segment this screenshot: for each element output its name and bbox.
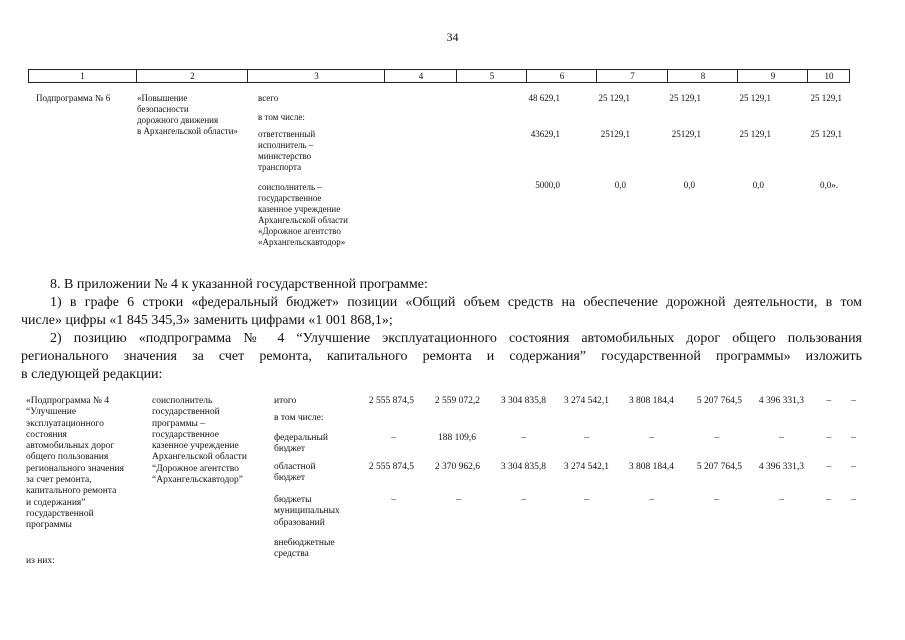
t2-r2-v0: – bbox=[391, 433, 396, 443]
t1-r3-c9: 0,0 bbox=[752, 180, 764, 190]
t2-r3-v3: 3 274 542,1 bbox=[563, 462, 609, 472]
t2-r4-v8: – bbox=[851, 495, 856, 505]
t1-r3-c6: 5000,0 bbox=[535, 180, 560, 190]
item-1-line-1: 1) в графе 6 строки «федеральный бюджет» позиции «Общий объем средств на обеспечение дорожной деятельности, в том bbox=[50, 295, 862, 310]
t2-r2-v4: – bbox=[649, 433, 654, 443]
t2-r2-v1: 188 109,6 bbox=[438, 433, 476, 443]
col-num-1: 1 bbox=[80, 71, 85, 81]
t2-r2-v6: – bbox=[779, 433, 784, 443]
col-num-2: 2 bbox=[136, 70, 248, 82]
t2-r2-v8: – bbox=[851, 433, 856, 443]
col-num-5: 5 bbox=[456, 70, 527, 82]
table1-label-responsible: ответственный исполнитель – министерство транспорта bbox=[258, 129, 316, 172]
t1-r0-c6: 48 629,1 bbox=[528, 93, 560, 103]
table2-label-total: итого bbox=[274, 396, 297, 406]
col-num-9: 9 bbox=[737, 70, 808, 82]
t2-r0-v1: 2 559 072,2 bbox=[434, 396, 480, 406]
t2-r2-v2: – bbox=[521, 433, 526, 443]
col-num-3: 3 bbox=[247, 70, 385, 82]
t2-r0-v0: 2 555 874,5 bbox=[368, 396, 414, 406]
t1-r0-c10: 25 129,1 bbox=[810, 93, 842, 103]
col-num-6: 6 bbox=[526, 70, 597, 82]
table2-label-extrabudgetary: внебюджетные средства bbox=[274, 538, 335, 560]
subprogram-6-title: Подпрограмма № 6 bbox=[36, 93, 111, 103]
t1-r2-c8: 25129,1 bbox=[671, 129, 701, 139]
t1-r0-c9: 25 129,1 bbox=[739, 93, 771, 103]
table2-label-regional: областной бюджет bbox=[274, 462, 316, 484]
t1-r3-c10: 0,0». bbox=[820, 180, 838, 190]
t2-r3-v1: 2 370 962,6 bbox=[434, 462, 480, 472]
t2-r0-v5: 5 207 764,5 bbox=[696, 396, 742, 406]
item-2-line-2: регионального значения за счет ремонта, капитального ремонта и содержания” государственной программы» изложить bbox=[21, 349, 862, 364]
t2-r4-v4: – bbox=[649, 495, 654, 505]
t2-r2-v5: – bbox=[714, 433, 719, 443]
subprogram-4-name: «Подпрограмма № 4 “Улучшение эксплуатационного состояния автомобильных дорог общего пользования регионального значения за счет ремонта, капитального ремонта и содержания” государственной программы bbox=[26, 396, 124, 531]
t1-r3-c8: 0,0 bbox=[683, 180, 695, 190]
table1-label-including: в том числе: bbox=[258, 112, 305, 122]
t2-r0-v8: – bbox=[851, 396, 856, 406]
t2-r3-v7: – bbox=[826, 462, 831, 472]
t2-r4-v6: – bbox=[779, 495, 784, 505]
col-num-10: 10 bbox=[807, 70, 850, 82]
item-2-line-3: в следующей редакции: bbox=[21, 367, 163, 382]
column-number-header bbox=[28, 69, 850, 83]
t2-r3-v0: 2 555 874,5 bbox=[368, 462, 414, 472]
subprogram-6-name: «Повышение безопасности дорожного движения в Архангельской области» bbox=[137, 93, 238, 136]
t2-r0-v3: 3 274 542,1 bbox=[563, 396, 609, 406]
t2-r3-v5: 5 207 764,5 bbox=[696, 462, 742, 472]
t2-r0-v2: 3 304 835,8 bbox=[500, 396, 546, 406]
table2-label-including: в том числе: bbox=[274, 413, 324, 423]
col-num-8: 8 bbox=[667, 70, 738, 82]
t1-r3-c7: 0,0 bbox=[614, 180, 626, 190]
t2-r4-v0: – bbox=[391, 495, 396, 505]
t1-r2-c9: 25 129,1 bbox=[739, 129, 771, 139]
col-num-4: 4 bbox=[384, 70, 457, 82]
t2-r3-v6: 4 396 331,3 bbox=[758, 462, 804, 472]
t2-r3-v8: – bbox=[851, 462, 856, 472]
t2-r4-v5: – bbox=[714, 495, 719, 505]
t1-r0-c7: 25 129,1 bbox=[598, 93, 630, 103]
paragraph-8: 8. В приложении № 4 к указанной государственной программе: bbox=[50, 277, 428, 292]
t2-r0-v6: 4 396 331,3 bbox=[758, 396, 804, 406]
t2-r2-v7: – bbox=[826, 433, 831, 443]
item-1-line-2: числе» цифры «1 845 345,3» заменить цифрами «1 001 868,1»; bbox=[21, 313, 393, 328]
t1-r0-c8: 25 129,1 bbox=[669, 93, 701, 103]
item-2-line-1: 2) позицию «подпрограмма № 4 “Улучшение эксплуатационного состояния автомобильных дорог общего пользования bbox=[50, 331, 862, 346]
t2-r4-v7: – bbox=[826, 495, 831, 505]
table1-label-coexecutor: соисполнитель – государственное казенное учреждение Архангельской области «Дорожное агентство «Архангельскавтодор» bbox=[258, 182, 348, 247]
t2-r0-v4: 3 808 184,4 bbox=[628, 396, 674, 406]
t1-r2-c6: 43629,1 bbox=[530, 129, 560, 139]
t2-r3-v2: 3 304 835,8 bbox=[500, 462, 546, 472]
t2-r4-v1: – bbox=[456, 495, 461, 505]
t2-r2-v3: – bbox=[584, 433, 589, 443]
table2-label-federal: федеральный бюджет bbox=[274, 433, 328, 455]
page-number: 34 bbox=[446, 30, 459, 44]
t2-r4-v3: – bbox=[584, 495, 589, 505]
t1-r2-c10: 25 129,1 bbox=[810, 129, 842, 139]
t2-r4-v2: – bbox=[521, 495, 526, 505]
of-them-label: из них: bbox=[26, 556, 55, 566]
t1-r2-c7: 25129,1 bbox=[600, 129, 630, 139]
t2-r3-v4: 3 808 184,4 bbox=[628, 462, 674, 472]
col-num-7: 7 bbox=[596, 70, 668, 82]
coexecutor-name: соисполнитель государственной программы – государственное казенное учреждение Архангельской области “Дорожное агентство “Архангельскавтодор” bbox=[152, 396, 247, 486]
t2-r0-v7: – bbox=[826, 396, 831, 406]
table2-label-municipal: бюджеты муниципальных образований bbox=[274, 495, 340, 528]
table1-label-total: всего bbox=[258, 93, 279, 103]
